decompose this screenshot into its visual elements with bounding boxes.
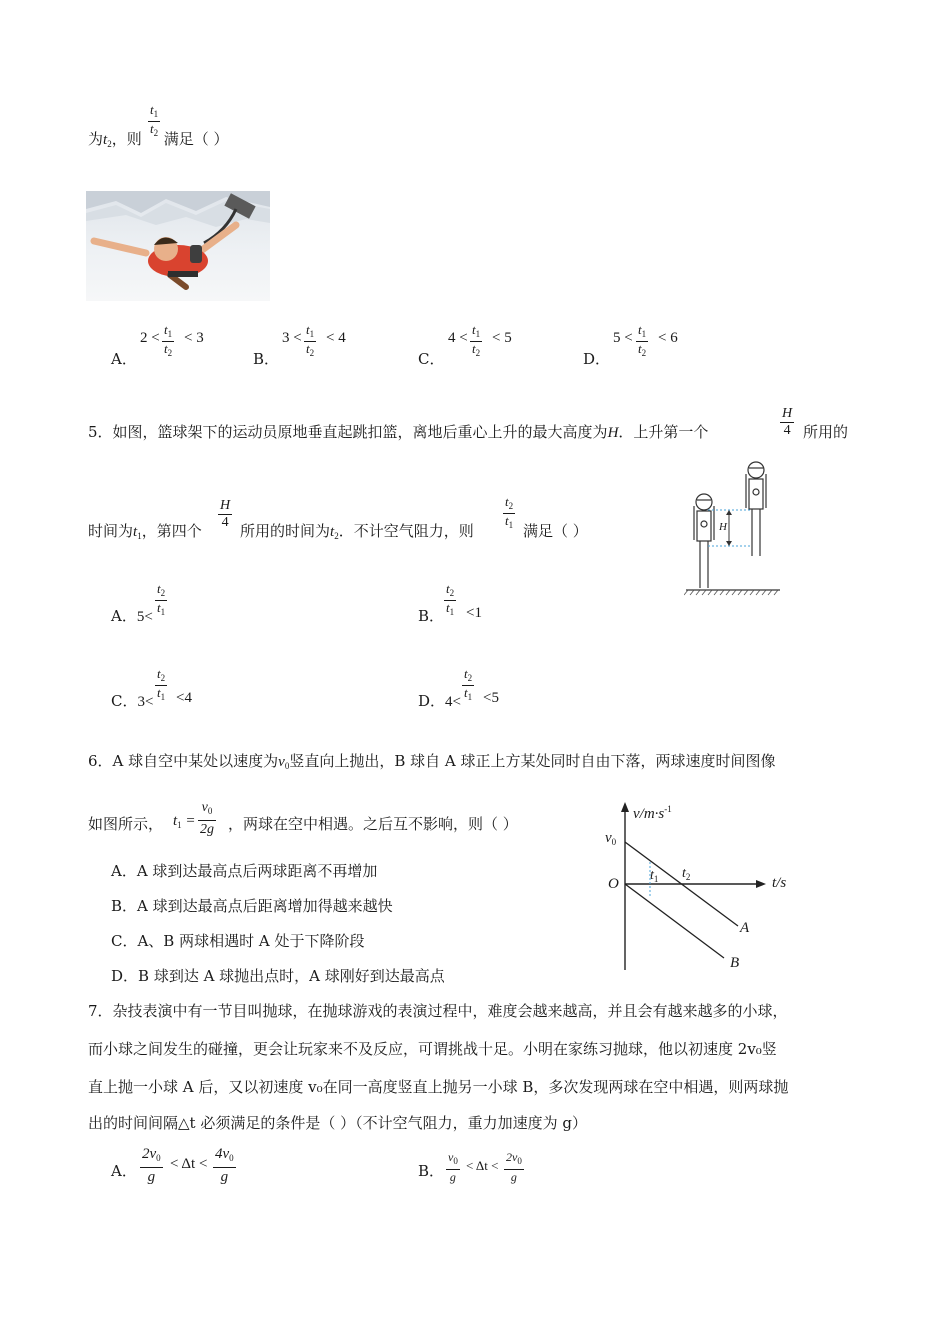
q6-option-a[interactable]: A．A 球到达最高点后两球距离不再增加 bbox=[111, 862, 378, 880]
q5-option-c[interactable]: C．3< bbox=[111, 692, 154, 710]
q6-t1-fraction: $\frac{v_0}{2g}$ bbox=[200, 800, 214, 837]
q6-option-c[interactable]: C．A、B 两球相遇时 A 处于下降阶段 bbox=[111, 932, 365, 950]
q4-option-c-expr-end: < 5 bbox=[492, 330, 512, 346]
q4-option-b-expr: 3 < bbox=[282, 330, 302, 346]
q4-stem-line: 为$t_2$，则 满足（ ） bbox=[88, 130, 229, 149]
q7-option-a-upper-fraction: $\frac{4v_0}{g}$ bbox=[215, 1146, 234, 1185]
q5-fourth-quarter-fraction: $\frac{H}{4}$ bbox=[220, 498, 231, 530]
v0-label: $v_0$ bbox=[605, 830, 617, 847]
q4-option-a-expr: 2 < bbox=[140, 330, 160, 346]
q7-option-a-interval: < Δt < bbox=[170, 1156, 208, 1172]
figure-h-label: H bbox=[719, 521, 727, 533]
t2-label: $t_2$ bbox=[682, 866, 691, 882]
q4-option-d[interactable]: D． bbox=[583, 350, 611, 368]
x-axis-label: t/s bbox=[772, 875, 787, 891]
q4-option-c[interactable]: C． bbox=[418, 350, 445, 368]
y-axis-label: $v/m\cdot s^{-1}$ bbox=[633, 804, 672, 822]
q4-option-c-fraction: $\frac{t_1}{t_2}$ bbox=[472, 322, 481, 358]
q5-stem-line-2: 时间为$t_1$，第四个 bbox=[88, 522, 202, 541]
q4-option-d-expr-end: < 6 bbox=[658, 330, 678, 346]
q6-stem-line-1: 6．A 球自空中某处以速度为$v_0$竖直向上抛出，B 球自 A 球正上方某处同时自由下落，两球速度时间图像 bbox=[88, 752, 776, 771]
q7-option-a[interactable]: A． bbox=[111, 1162, 137, 1180]
q4-option-b-fraction: $\frac{t_1}{t_2}$ bbox=[306, 322, 315, 358]
q5-quarter-height-fraction: $\frac{H}{4}$ bbox=[782, 406, 793, 438]
q5-option-a[interactable]: A．5< bbox=[111, 607, 153, 625]
q4-ratio-fraction: $\frac{t_1}{t_2}$ bbox=[150, 102, 159, 138]
q7-stem-line-3: 直上抛一小球 A 后，又以初速度 v₀在同一高度竖直上抛另一小球 B，多次发现两球在空中相遇，则两球抛 bbox=[88, 1078, 789, 1096]
q5-stem-line-2-end: 满足（ ） bbox=[523, 522, 588, 540]
q5-option-b-bound: <1 bbox=[466, 605, 482, 621]
q6-option-b[interactable]: B．A 球到达最高点后距离增加得越来越快 bbox=[111, 897, 393, 915]
q7-option-b-lower-fraction: $\frac{v_0}{g}$ bbox=[448, 1150, 458, 1184]
q6-option-d[interactable]: D．B 球到达 A 球抛出点时，A 球刚好到达最高点 bbox=[111, 967, 445, 985]
q4-option-b-expr-end: < 4 bbox=[326, 330, 346, 346]
q5-option-b-fraction: $\frac{t_2}{t_1}$ bbox=[446, 581, 455, 617]
q4-option-b[interactable]: B． bbox=[253, 350, 280, 368]
line-b-label: B bbox=[730, 955, 740, 971]
origin-label: O bbox=[608, 876, 619, 892]
q5-option-a-fraction: $\frac{t_2}{t_1}$ bbox=[157, 581, 166, 617]
velocity-time-graph bbox=[600, 800, 800, 980]
q5-stem-line-1-end: 所用的 bbox=[803, 423, 849, 441]
q7-stem-line-1: 7．杂技表演中有一节目叫抛球，在抛球游戏的表演过程中，难度会越来越高，并且会有越来越多的小球， bbox=[88, 1002, 788, 1020]
q5-option-b[interactable]: B． bbox=[418, 607, 445, 625]
line-a-label: A bbox=[740, 920, 750, 936]
q5-option-d-bound: <5 bbox=[483, 690, 499, 706]
q4-option-a-fraction: $\frac{t_1}{t_2}$ bbox=[164, 322, 173, 358]
q5-option-d[interactable]: D．4< bbox=[418, 692, 461, 710]
q7-option-b[interactable]: B． bbox=[418, 1162, 445, 1180]
basketball-jump-figure bbox=[684, 458, 784, 598]
q4-option-d-expr: 5 < bbox=[613, 330, 633, 346]
t1-label: $t_1$ bbox=[650, 868, 659, 884]
q7-stem-line-2: 而小球之间发生的碰撞，更会让玩家来不及反应，可谓挑战十足。小明在家练习抛球，他以初速度 2v₀竖 bbox=[88, 1040, 777, 1058]
bungee-jumper-image bbox=[86, 191, 270, 301]
q4-option-d-fraction: $\frac{t_1}{t_2}$ bbox=[638, 322, 647, 358]
q7-option-b-interval: < Δt < bbox=[466, 1158, 499, 1173]
q4-option-a[interactable]: A． bbox=[111, 350, 137, 368]
q4-option-a-expr-end: < 3 bbox=[184, 330, 204, 346]
q6-stem-line-2-end: ，两球在空中相遇。之后互不影响，则（ ） bbox=[228, 815, 518, 833]
q5-ratio-fraction: $\frac{t_2}{t_1}$ bbox=[505, 494, 514, 530]
q6-t1-symbol: $t_1$ = bbox=[173, 813, 196, 830]
q5-option-c-bound: <4 bbox=[176, 690, 192, 706]
q5-stem-line-1: 5．如图，篮球架下的运动员原地垂直起跳扣篮，离地后重心上升的最大高度为H．上升第一个 bbox=[88, 423, 709, 441]
q5-stem-line-2-mid: 所用的时间为$t_2$．不计空气阻力，则 bbox=[240, 522, 474, 541]
q7-option-b-upper-fraction: $\frac{2v_0}{g}$ bbox=[506, 1150, 522, 1184]
q4-option-c-expr: 4 < bbox=[448, 330, 468, 346]
q6-stem-line-2: 如图所示， bbox=[88, 815, 164, 833]
q7-option-a-lower-fraction: $\frac{2v_0}{g}$ bbox=[142, 1146, 161, 1185]
q5-option-c-fraction: $\frac{t_2}{t_1}$ bbox=[157, 666, 166, 702]
line-b bbox=[625, 884, 724, 958]
q7-stem-line-4: 出的时间间隔△t 必须满足的条件是（ ）（不计空气阻力，重力加速度为 g） bbox=[88, 1114, 587, 1132]
q5-option-d-fraction: $\frac{t_2}{t_1}$ bbox=[464, 666, 473, 702]
